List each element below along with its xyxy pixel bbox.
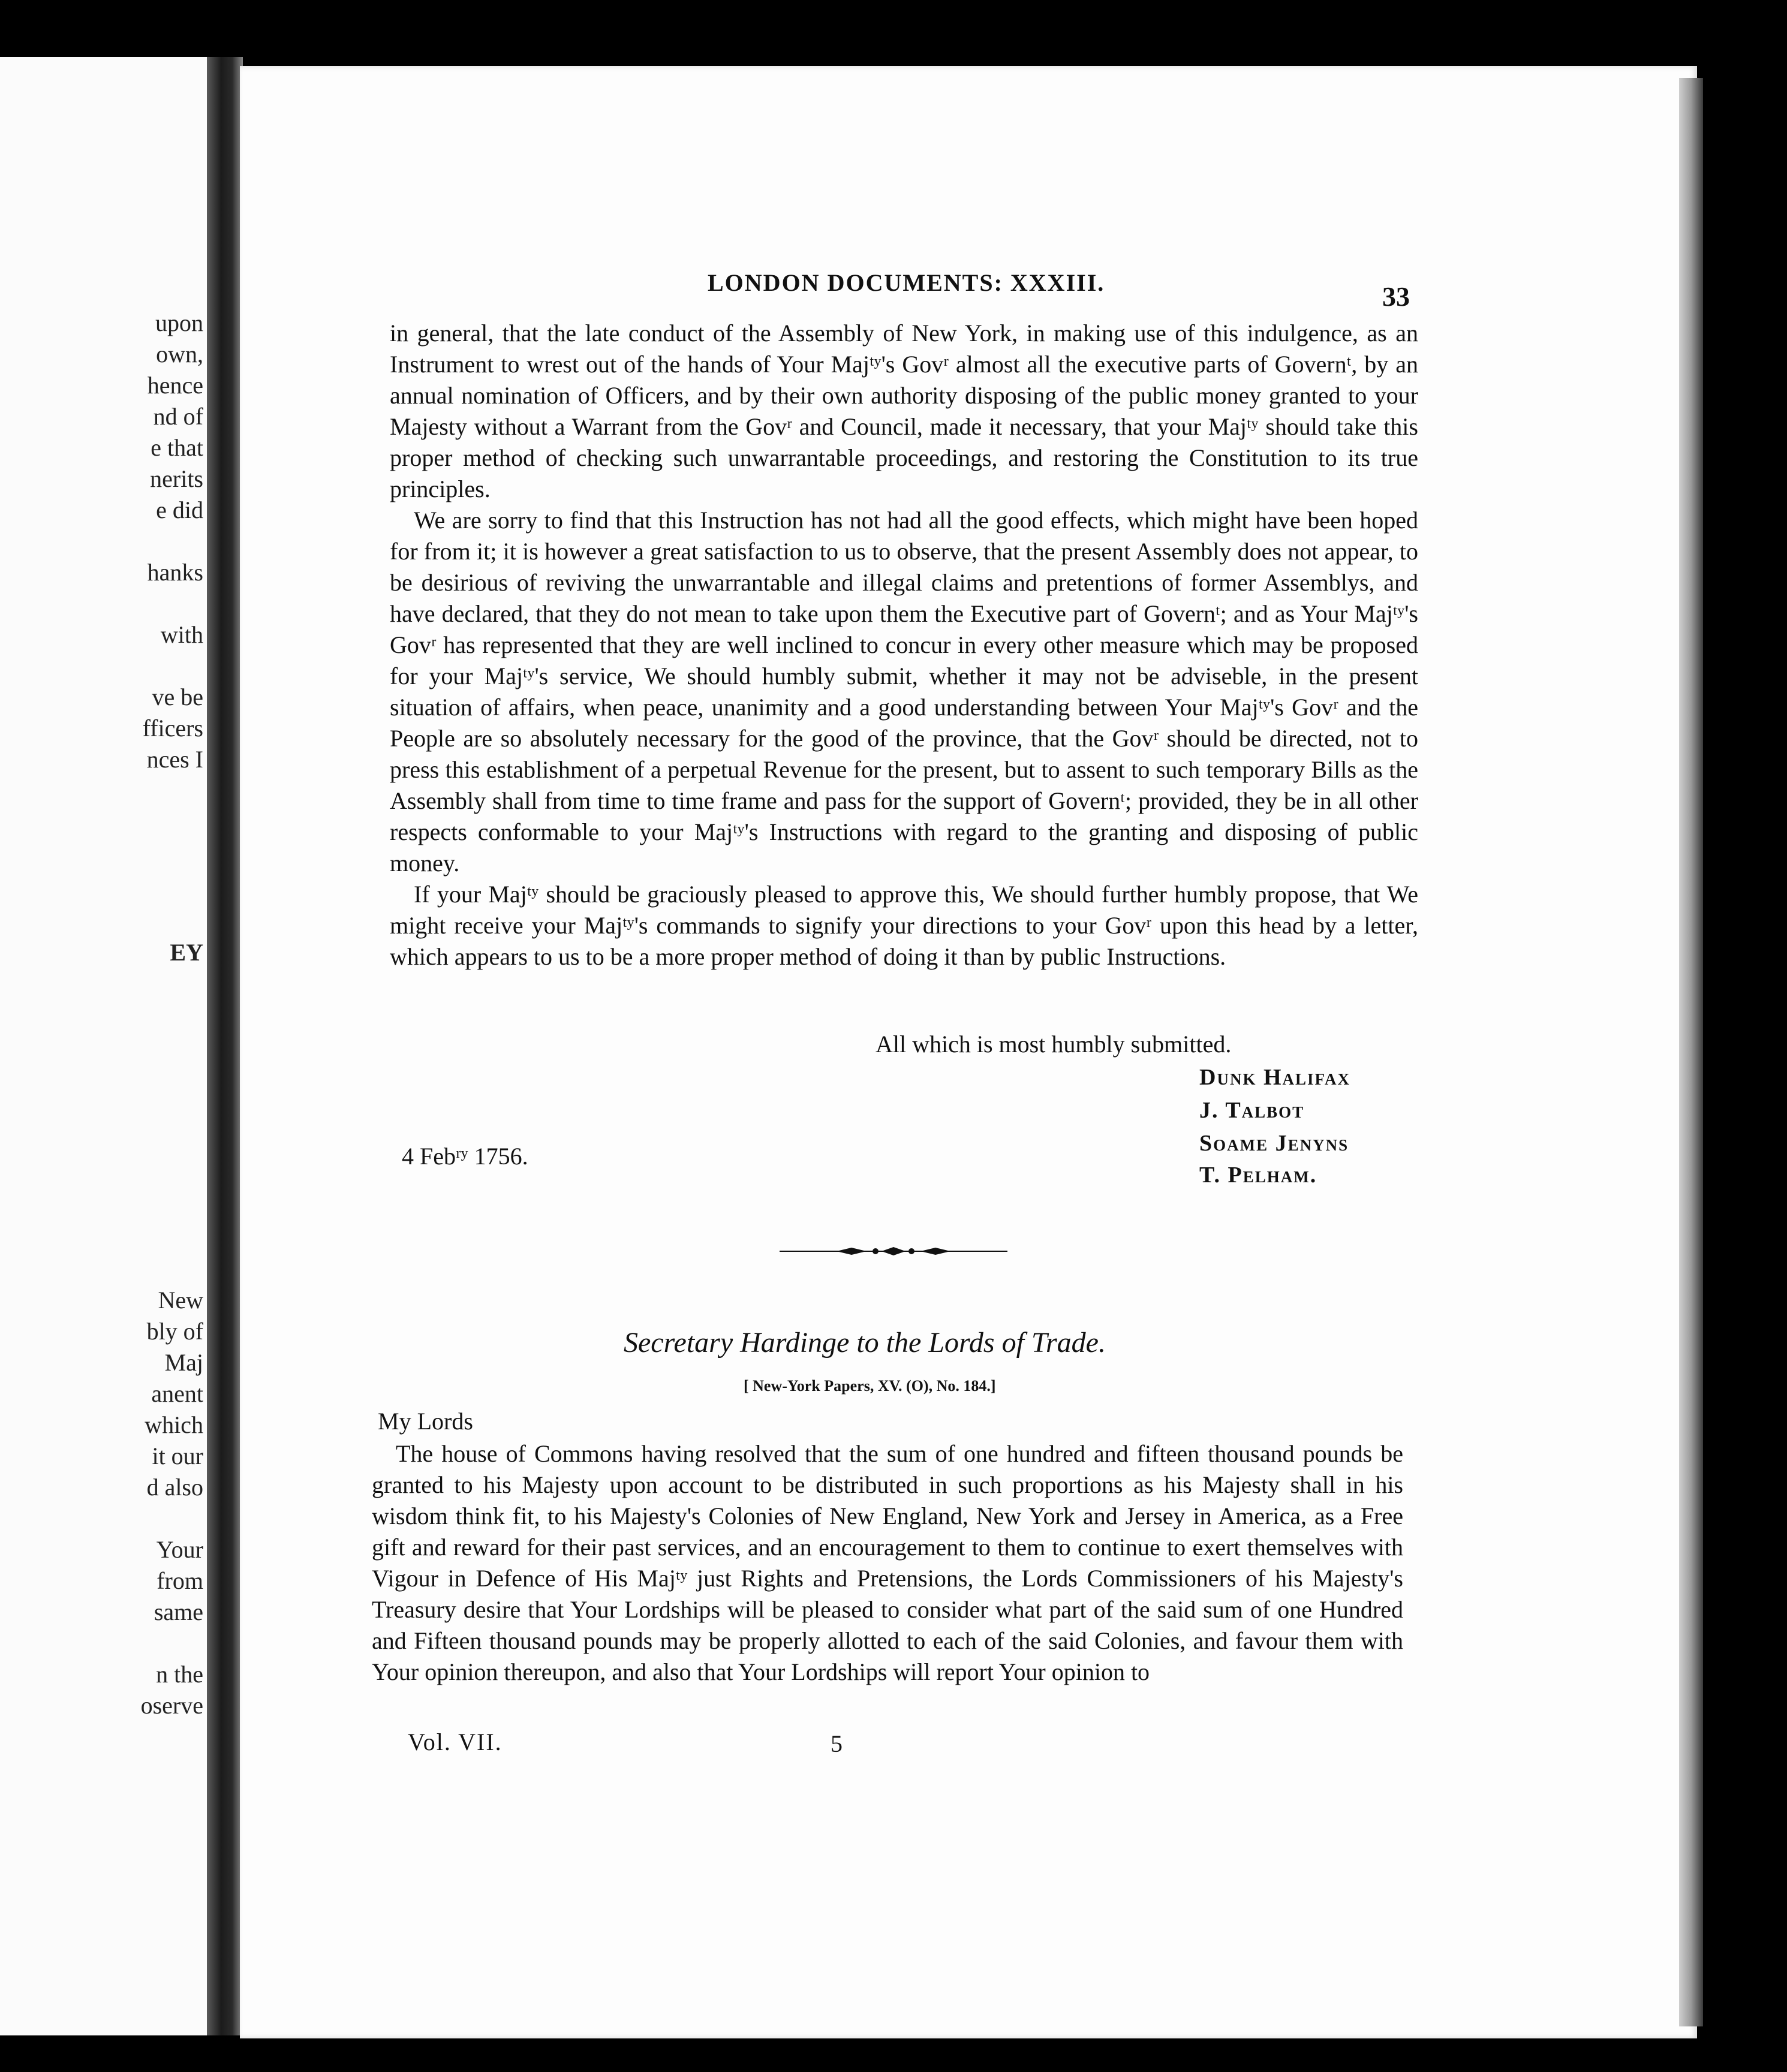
book-gutter [207, 57, 243, 2035]
facing-page-fragment: bly of [146, 1318, 203, 1345]
facing-page-fragment: upon [155, 309, 203, 336]
letter-date: 4 Febʳʸ 1756. [402, 1143, 528, 1170]
facing-page-fragment: nerits [150, 465, 203, 492]
document-title: Secretary Hardinge to the Lords of Trade. [624, 1327, 1106, 1359]
signatory: J. Talbot [1199, 1098, 1305, 1123]
facing-page-left [0, 57, 207, 2035]
running-head: LONDON DOCUMENTS: XXXIII. [708, 269, 1105, 296]
facing-page-fragment: which [145, 1411, 203, 1438]
section-ornament [780, 1245, 1007, 1257]
facing-page-fragment: nces I [146, 746, 203, 773]
letter-paragraph: If your Majᵗʸ should be graciously pleased to approve this, We should further humbly propose, that We might receive your Majᵗʸ's commands to signify your directions to your Govʳ upon this head by a letter, which appears to us to be a more proper method of doing it than by public Instructions. [390, 881, 1418, 970]
salutation: My Lords [378, 1408, 473, 1435]
page-number: 33 [1382, 281, 1410, 312]
signature-mark: 5 [831, 1730, 843, 1757]
second-document-paragraph: The house of Commons having resolved that the sum of one hundred and fifteen thousand pounds be granted to his Majesty upon account to be distributed in such proportions as his Majesty shall in his wisdom think fit, to his Majesty's Colonies of New England, New York and Jersey in America, as a Free gift and reward for their past services, and an encouragement to them to continue to exert themselves with Vigour in Defence of His Majᵗʸ just Rights and Pretensions, the Lords Commissioners of his Majesty's Treasury desire that Your Lordships will be pleased to consider what part of the said sum of one Hundred and Fifteen thousand pounds may be properly allotted to each of the said Colonies, and favour them with Your opinion thereupon, and also that Your Lordships will report Your opinion to [372, 1440, 1403, 1685]
facing-page-fragment: New [158, 1287, 203, 1314]
signatory: T. Pelham. [1199, 1163, 1317, 1188]
letter-body [390, 318, 1418, 972]
facing-page-fragment: fficers [142, 715, 203, 742]
facing-page-fragment: d also [146, 1474, 203, 1501]
facing-page-fragment: Your [156, 1536, 203, 1563]
facing-page-fragment: same [154, 1598, 203, 1625]
facing-page-fragment: e did [156, 496, 203, 523]
facing-page-fragment: nd of [153, 403, 203, 430]
facing-page-fragment: e that [151, 434, 203, 461]
facing-page-fragment: from [157, 1567, 203, 1594]
letter-paragraph: We are sorry to find that this Instruction has not had all the good effects, which might have been hoped for from it; it is however a great satisfaction to us to observe, that the present Assembly does not appear, to be desirious of reviving the unwarrantable and illegal claims and pretentions of former Assemblys, and have declared, that they do not mean to take upon them the Executive part of Governᵗ; and as Your Majᵗʸ's Govʳ has represented that they are well inclined to concur in every other measure which may be proposed for your Majᵗʸ's service, We should humbly submit, whether it may not be adviseble, in the present situation of affairs, when peace, unanimity and a good understanding between Your Majᵗʸ's Govʳ and the People are so absolutely necessary for the good of the province, that the Govʳ should be directed, not to press this establishment of a perpetual Revenue for the present, but to assent to such temporary Bills as the Assembly shall from time to time frame and pass for the support of Governᵗ; provided, they be in all other respects conformable to your Majᵗʸ's Instructions with regard to the granting and disposing of public money. [390, 507, 1418, 877]
facing-page-fragment: hanks [147, 559, 203, 586]
facing-page-fragment: it our [152, 1442, 203, 1469]
document-source: [ New-York Papers, XV. (O), No. 184.] [744, 1377, 996, 1395]
signatory: Dunk Halifax [1199, 1065, 1350, 1090]
facing-page-fragment: hence [147, 372, 203, 399]
second-document-body [372, 1438, 1403, 1688]
letter-paragraph: in general, that the late conduct of the Assembly of New York, in making use of this indulgence, as an Instrument to wrest out of the hands of Your Majᵗʸ's Govʳ almost all the executive parts of Governᵗ, by an annual nomination of Officers, and by their own authority disposing of the public money granted to your Majesty without a Warrant from the Govʳ and Council, made it necessary, that your Majᵗʸ should take this proper method of checking such unwarrantable proceedings, and restoring the Constitution to its true principles. [390, 320, 1418, 502]
closing-line: All which is most humbly submitted. [876, 1031, 1232, 1058]
volume-footer: Vol. VII. [408, 1728, 503, 1755]
facing-page-fragment: own, [156, 341, 203, 368]
facing-page-fragment: Maj [164, 1349, 203, 1376]
facing-page-fragment: n the [156, 1661, 203, 1688]
facing-page-fragment: with [160, 621, 203, 648]
facing-page-fragment: ve be [152, 683, 203, 710]
signatory: Soame Jenyns [1199, 1131, 1349, 1156]
facing-page-fragment: anent [151, 1380, 203, 1407]
facing-page-fragment: EY [170, 939, 203, 966]
facing-page-fragment: oserve [140, 1692, 203, 1719]
page-edge [1679, 78, 1703, 2026]
